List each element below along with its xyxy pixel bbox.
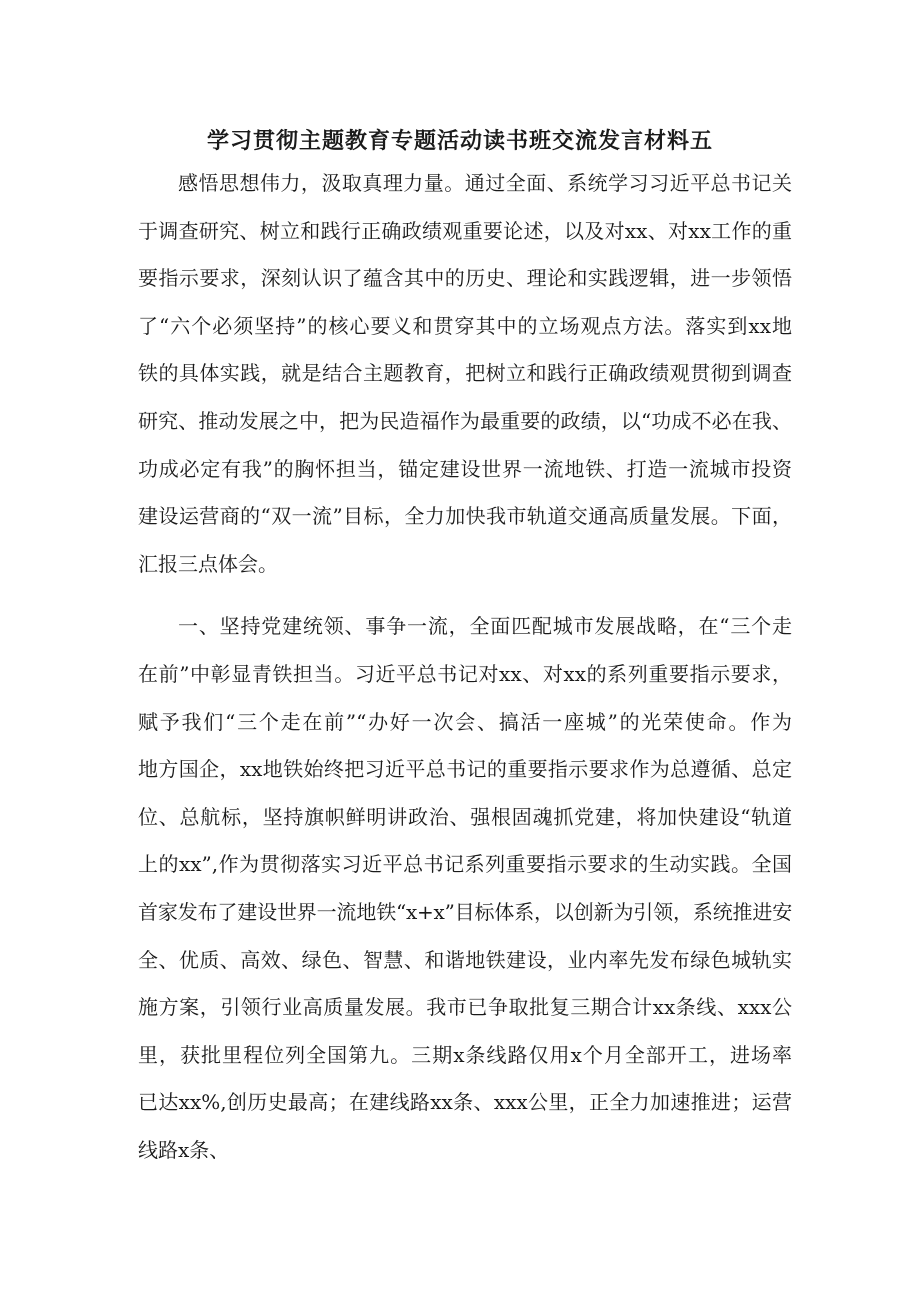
document-body (138, 160, 792, 1174)
text-line: 全、优质、高效、绿色、智慧、和谐地铁建设，业内率先发布绿色城轨实 (138, 947, 792, 972)
text-line: 位、总航标，坚持旗帜鲜明讲政治、强根固魂抓党建，将加快建设“轨道 (138, 804, 792, 829)
text-line: 线路x条、 (138, 1137, 230, 1162)
text-line: 上的xx”,作为贯彻落实习近平总书记系列重要指示要求的生动实践。全国 (138, 852, 792, 877)
text-line: 研究、推动发展之中，把为民造福作为最重要的政绩，以“功成不必在我、 (138, 408, 792, 433)
paragraph-1 (138, 160, 792, 588)
text-line: 施方案，引领行业高质量发展。我市已争取批复三期合计xx条线、xxx公 (138, 995, 792, 1020)
text-line: 了“六个必须坚持”的核心要义和贯穿其中的立场观点方法。落实到xx地 (138, 313, 792, 338)
text-line: 于调查研究、树立和践行正确政绩观重要论述，以及对xx、对xx工作的重 (138, 218, 792, 243)
text-line: 在前”中彰显青铁担当。习近平总书记对xx、对xx的系列重要指示要求， (138, 661, 792, 686)
text-line: 感悟思想伟力，汲取真理力量。通过全面、系统学习习近平总书记关 (178, 171, 792, 195)
text-line: 建设运营商的“双一流”目标，全力加快我市轨道交通高质量发展。下面， (138, 504, 792, 529)
paragraph-2 (138, 603, 792, 1174)
text-line: 铁的具体实践，就是结合主题教育，把树立和践行正确政绩观贯彻到调查 (138, 361, 792, 386)
document-title: 学习贯彻主题教育专题活动读书班交流发言材料五 (206, 129, 713, 154)
text-line: 功成必定有我”的胸怀担当，锚定建设世界一流地铁、打造一流城市投资 (138, 456, 792, 481)
text-line: 赋予我们“三个走在前”“办好一次会、搞活一座城”的光荣使命。作为 (138, 709, 792, 734)
text-line: 汇报三点体会。 (138, 551, 278, 576)
text-line: 要指示要求，深刻认识了蕴含其中的历史、理论和实践逻辑，进一步领悟 (138, 266, 792, 291)
text-line: 里，获批里程位列全国第九。三期x条线路仅用x个月全部开工，进场率 (138, 1042, 792, 1067)
text-line: 一、坚持党建统领、事争一流，全面匹配城市发展战略，在“三个走 (178, 614, 792, 639)
text-line: 地方国企，xx地铁始终把习近平总书记的重要指示要求作为总遵循、总定 (138, 757, 792, 782)
text-line: 首家发布了建设世界一流地铁“x+x”目标体系，以创新为引领，系统推进安 (138, 899, 792, 924)
text-line: 已达xx%,创历史最高；在建线路xx条、xxx公里，正全力加速推进；运营 (138, 1090, 792, 1115)
